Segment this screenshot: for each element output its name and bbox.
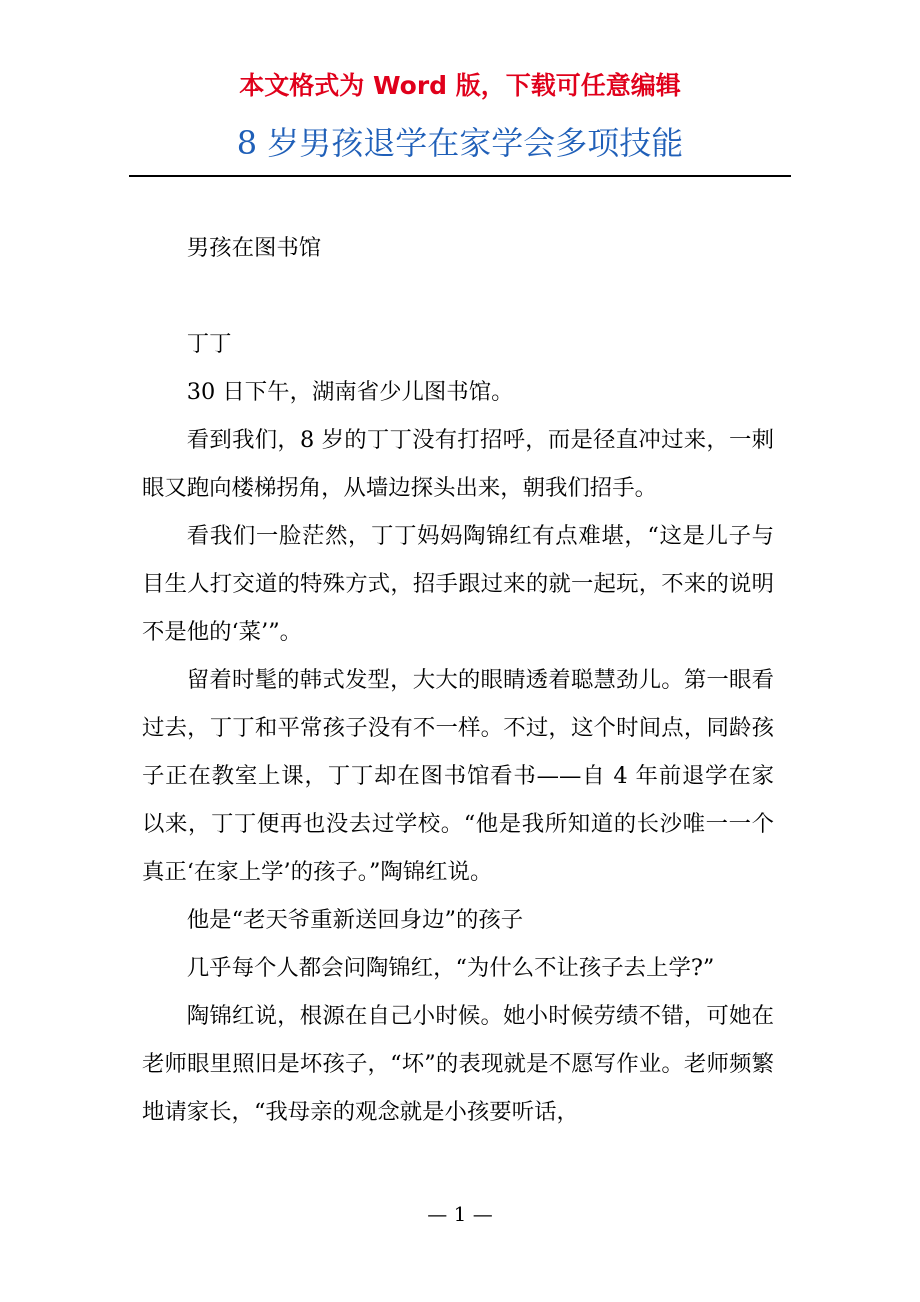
section-heading: 他是“老天爷重新送回身边”的孩子 xyxy=(186,907,524,933)
title-divider xyxy=(129,175,791,177)
paragraph: 几乎每个人都会问陶锦红，“为什么不让孩子去上学?” xyxy=(186,955,715,981)
photo-caption: 男孩在图书馆 xyxy=(186,235,322,261)
paragraph: 看到我们，8 岁的丁丁没有打招呼，而是径直冲过来，一刺眼又跑向楼梯拐角，从墙边探头出来，朝我们招手。 xyxy=(142,427,774,501)
page-number: — 1 — xyxy=(427,1202,493,1226)
document-title: 8 岁男孩退学在家学会多项技能 xyxy=(236,124,684,162)
photo-caption-name: 丁丁 xyxy=(186,331,232,357)
paragraph: 留着时髦的韩式发型，大大的眼睛透着聪慧劲儿。第一眼看过去，丁丁和平常孩子没有不一样。不过，这个时间点，同龄孩子正在教室上课，丁丁却在图书馆看书——自 4 年前退学在家以来，丁丁便再也没去过学校。“他是我所知道的长沙唯一一个真正‘在家上学’的孩子。”陶锦红说。 xyxy=(142,667,774,885)
paragraph: 陶锦红说，根源在自己小时候。她小时候劳绩不错，可她在老师眼里照旧是坏孩子，“坏”的表现就是不愿写作业。老师频繁地请家长，“我母亲的观念就是小孩要听话， xyxy=(142,1003,774,1125)
paragraph: 看我们一脸茫然，丁丁妈妈陶锦红有点难堪，“这是儿子与目生人打交道的特殊方式，招手跟过来的就一起玩，不来的说明不是他的‘菜’”。 xyxy=(142,523,774,645)
article-body xyxy=(142,224,774,1136)
download-notice-banner: 本文格式为 Word 版，下载可任意编辑 xyxy=(239,71,681,100)
paragraph: 30 日下午，湖南省少儿图书馆。 xyxy=(186,379,514,405)
